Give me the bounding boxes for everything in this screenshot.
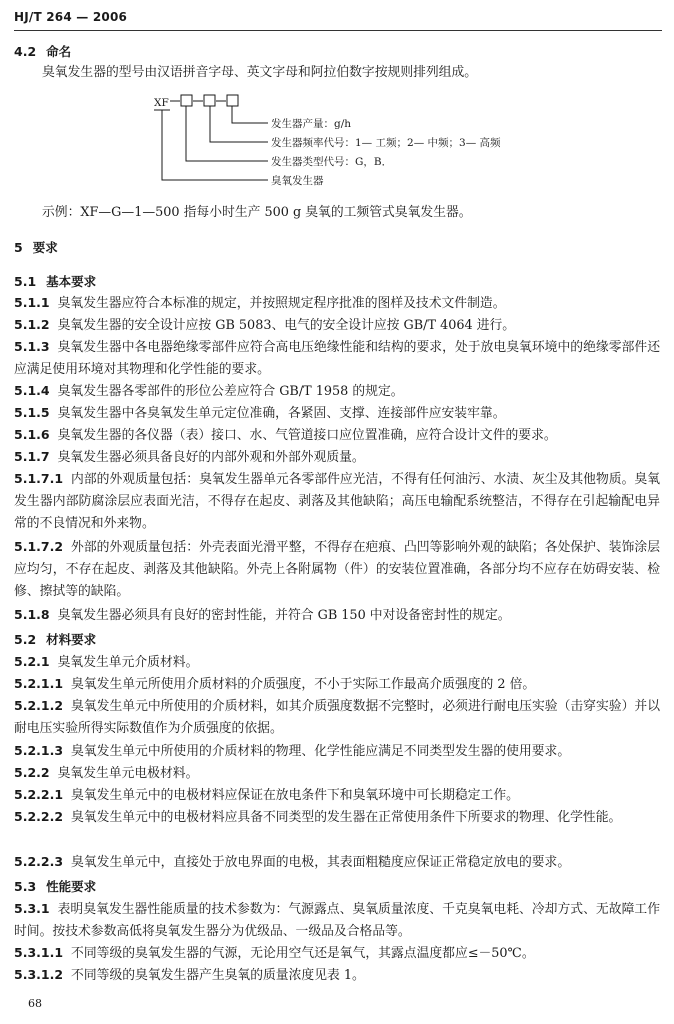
- diagram-label-output: 发生器产量：g/h: [271, 118, 352, 130]
- clause-5-1-8: 5.1.8 臭氧发生器必须具有良好的密封性能，并符合 GB 150 中对设备密封性的规定。: [14, 607, 511, 623]
- clause-5-1-2: 5.1.2 臭氧发生器的安全设计应按 GB 5083、电气的安全设计应按 GB/T 4064 进行。: [14, 317, 516, 333]
- clause-5-1-6: 5.1.6 臭氧发生器的各仪器（表）接口、水、气管道接口应位置准确，应符合设计文件的要求。: [14, 427, 557, 443]
- clause-5-1-7-1: 5.1.7.1 内部的外观质量包括：臭氧发生器单元各零部件应光洁，不得有任何油污、水渍、灰尘及其他物质。臭氧发生器内部防腐涂层应表面光洁，不得存在起皮、剥落及其他缺陷；高压电输配系统整洁，不得存在引起输配电异常的不良情况和外来物。: [14, 471, 660, 531]
- clause-5-1-5: 5.1.5 臭氧发生器中各臭氧发生单元定位准确，各紧固、支撑、连接部件应安装牢靠。: [14, 405, 506, 421]
- section-5-3: [14, 877, 96, 895]
- section-5: [14, 238, 58, 256]
- clause-5-2-1-3: 5.2.1.3 臭氧发生单元中所使用的介质材料的物理、化学性能应满足不同类型发生器的使用要求。: [14, 743, 571, 759]
- clause-5-1-1: 5.1.1 臭氧发生器应符合本标准的规定，并按照规定程序批准的图样及技术文件制造。: [14, 295, 506, 311]
- diagram-label-generator: 臭氧发生器: [271, 175, 324, 187]
- clause-5-2-2-1: 5.2.2.1 臭氧发生单元中的电极材料应保证在放电条件下和臭氧环境中可长期稳定工作。: [14, 787, 519, 803]
- section-title: 性能要求: [46, 879, 97, 894]
- section-title: 命名: [46, 44, 72, 59]
- clause-5-1-3: 5.1.3 臭氧发生器中各电器绝缘零部件应符合高电压绝缘性能和结构的要求，处于放电臭氧环境中的绝缘零部件还应满足使用环境对其物理和化学性能的要求。: [14, 339, 660, 377]
- model-code-diagram: [150, 92, 570, 192]
- clause-5-2-2-3: 5.2.2.3 臭氧发生单元中，直接处于放电界面的电极，其表面粗糙度应保证正常稳定放电的要求。: [14, 854, 571, 870]
- section-5-1: [14, 272, 96, 290]
- clause-5-3-1-2: 5.3.1.2 不同等级的臭氧发生器产生臭氧的质量浓度见表 1。: [14, 967, 365, 983]
- clause-5-1-4: 5.1.4 臭氧发生器各零部件的形位公差应符合 GB/T 1958 的规定。: [14, 383, 404, 399]
- clause-5-2-1-1: 5.2.1.1 臭氧发生单元所使用介质材料的介质强度，不小于实际工作最高介质强度的 2 倍。: [14, 676, 536, 692]
- document-code: HJ/T 264 — 2006: [14, 10, 128, 24]
- section-number: 5: [14, 240, 23, 255]
- diagram-prefix: XF: [154, 97, 169, 109]
- clause-5-1-7-2: 5.1.7.2 外部的外观质量包括：外壳表面光滑平整，不得存在疤痕、凸凹等影响外观的缺陷；各处保护、装饰涂层应均匀，不存在起皮、剥落及其他缺陷。外壳上各附属物（件）的安装位置准确，各部分均不应存在妨碍安装、检修、擦拭等的缺陷。: [14, 539, 660, 599]
- naming-rule-text: 臭氧发生器的型号由汉语拼音字母、英文字母和阿拉伯数字按规则排列组成。: [42, 65, 478, 80]
- example-text: 示例：XF—G—1—500 指每小时生产 500 g 臭氧的工频管式臭氧发生器。: [42, 205, 472, 220]
- page-number: 68: [28, 997, 42, 1010]
- diagram-label-type: 发生器类型代号：G，B．: [271, 156, 393, 168]
- code-box-output: [227, 95, 238, 106]
- clause-5-1-7: 5.1.7 臭氧发生器必须具备良好的内部外观和外部外观质量。: [14, 449, 365, 465]
- section-number: 5.2: [14, 632, 37, 647]
- section-number: 5.1: [14, 274, 37, 289]
- clause-5-3-1: 5.3.1 表明臭氧发生器性能质量的技术参数为：气源露点、臭氧质量浓度、千克臭氧电耗、冷却方式、无故障工作时间。按技术参数高低将臭氧发生器分为优级品、一级品及合格品等。: [14, 901, 660, 939]
- clause-5-2-1: 5.2.1 臭氧发生单元介质材料。: [14, 654, 199, 670]
- section-5-2: [14, 630, 96, 648]
- section-title: 要求: [32, 240, 58, 255]
- section-number: 5.3: [14, 879, 37, 894]
- section-4-2: [14, 42, 71, 60]
- section-title: 基本要求: [46, 274, 97, 289]
- code-box-type: [181, 95, 192, 106]
- section-number: 4.2: [14, 44, 37, 59]
- clause-5-2-2-2: 5.2.2.2 臭氧发生单元中的电极材料应具备不同类型的发生器在正常使用条件下所要求的物理、化学性能。: [14, 809, 622, 825]
- code-box-frequency: [204, 95, 215, 106]
- clause-5-3-1-1: 5.3.1.1 不同等级的臭氧发生器的气源，无论用空气还是氧气，其露点温度都应≤－50℃。: [14, 945, 535, 961]
- section-title: 材料要求: [46, 632, 97, 647]
- clause-5-2-1-2: 5.2.1.2 臭氧发生单元中所使用的介质材料，如其介质强度数据不完整时，必须进行耐电压实验（击穿实验）并以耐电压实验所得实际数值作为介质强度的依据。: [14, 698, 660, 736]
- diagram-label-frequency: 发生器频率代号：1— 工频；2— 中频；3— 高频: [271, 137, 501, 149]
- clause-5-2-2: 5.2.2 臭氧发生单元电极材料。: [14, 765, 199, 781]
- header-rule: [14, 30, 662, 31]
